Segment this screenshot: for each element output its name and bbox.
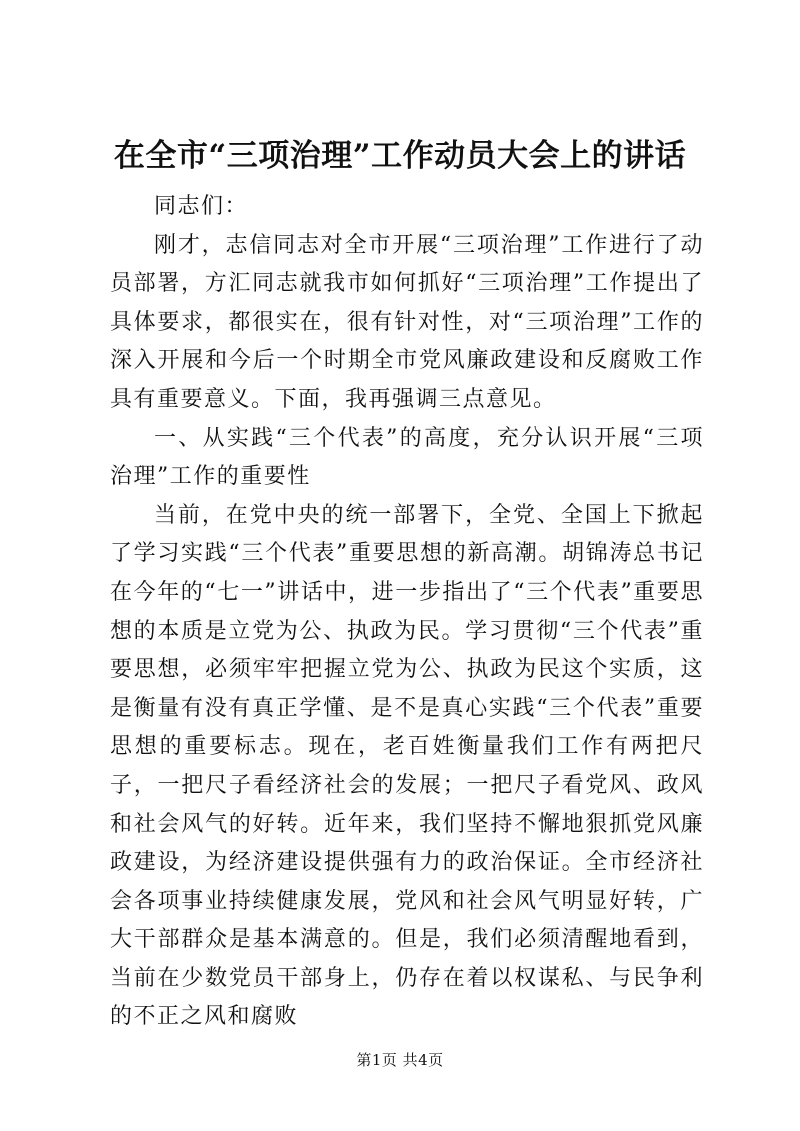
body-paragraph: 刚才，志信同志对全市开展“三项治理”工作进行了动员部署，方汇同志就我市如何抓好“三项治理”工作提出了具体要求，都很实在，很有针对性，对“三项治理”工作的深入开展和今后一个时期全市党风廉政建设和反腐败工作具有重要意义。下面，我再强调三点意见。 xyxy=(110,232,704,412)
document-title: 在全市“三项治理”工作动员大会上的讲话 xyxy=(113,138,687,174)
body-paragraph: 当前，在党中央的统一部署下，全党、全国上下掀起了学习实践“三个代表”重要思想的新高潮。胡锦涛总书记在今年的“七一”讲话中，进一步指出了“三个代表”重要思想的本质是立党为公、执政为民。学习贯彻“三个代表”重要思想，必须牢牢把握立党为公、执政为民这个实质，这是衡量有没有真正学懂、是不是真心实践“三个代表”重要思想的重要标志。现在，老百姓衡量我们工作有两把尺子，一把尺子看经济社会的发展；一把尺子看党风、政风和社会风气的好转。近年来，我们坚持不懈地狠抓党风廉政建设，为经济建设提供强有力的政治保证。全市经济社会各项事业持续健康发展，党风和社会风气明显好转，广大干部群众是基本满意的。但是，我们必须清醒地看到，当前在少数党员干部身上，仍存在着以权谋私、与民争利的不正之风和腐败 xyxy=(110,502,704,1030)
page-footer: 第1页 共4页 xyxy=(356,1051,444,1069)
document-body xyxy=(110,188,704,1037)
salutation-paragraph: 同志们： xyxy=(154,194,249,219)
section-heading: 一、从实践“三个代表”的高度，充分认识开展“三项治理”工作的重要性 xyxy=(110,425,704,490)
